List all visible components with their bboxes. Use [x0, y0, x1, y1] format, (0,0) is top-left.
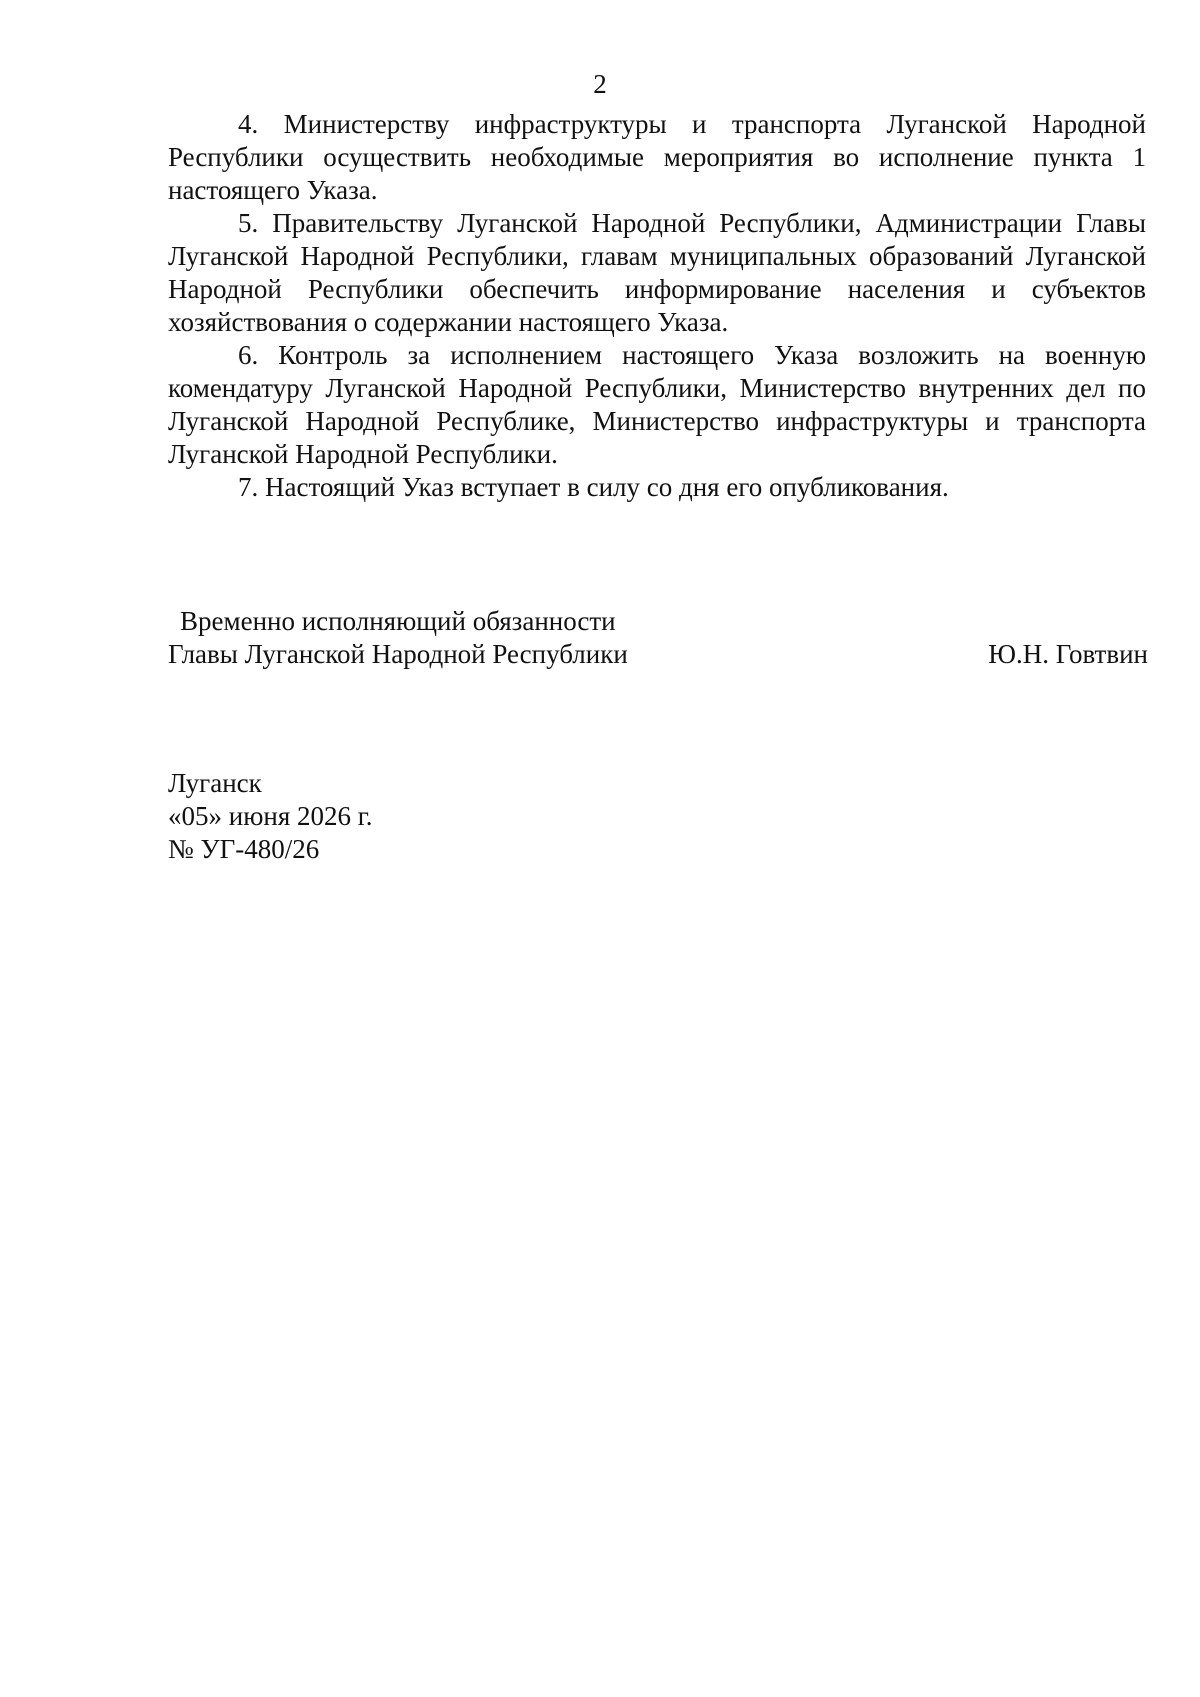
issue-details — [168, 767, 568, 866]
signatory-title-line2: Главы Луганской Народной Республики — [168, 639, 628, 669]
paragraph-7: 7. Настоящий Указ вступает в силу со дня его опубликования. — [238, 472, 949, 502]
signatory-title — [168, 605, 728, 671]
decree-number: № УГ-480/26 — [168, 834, 320, 864]
issue-city: Луганск — [168, 768, 262, 798]
signatory-title-line1: Временно исполняющий обязанности — [180, 606, 616, 636]
issue-date: «05» июня 2026 г. — [168, 801, 373, 831]
paragraph-4: 4. Министерству инфраструктуры и транспорта Луганской Народной Республики осуществить необходимые мероприятия во исполнение пункта 1 настоящего Указа. — [168, 109, 1146, 205]
page-number: 2 — [593, 69, 607, 99]
paragraph-6: 6. Контроль за исполнением настоящего Указа возложить на военную комендатуру Луганской Народной Республики, Министерство внутренних дел по Луганской Народной Республике, Министерство инфраструктуры и транспорта Луганской Народной Республики. — [168, 340, 1146, 469]
paragraph-5: 5. Правительству Луганской Народной Республики, Администрации Главы Луганской Народной Республики, главам муниципальных образований Луганской Народной Республики обеспечить информирование населения и субъектов хозяйствования о содержании настоящего Указа. — [168, 208, 1146, 337]
signatory-name: Ю.Н. Говтвин — [988, 639, 1148, 669]
decree-body — [168, 108, 1146, 504]
